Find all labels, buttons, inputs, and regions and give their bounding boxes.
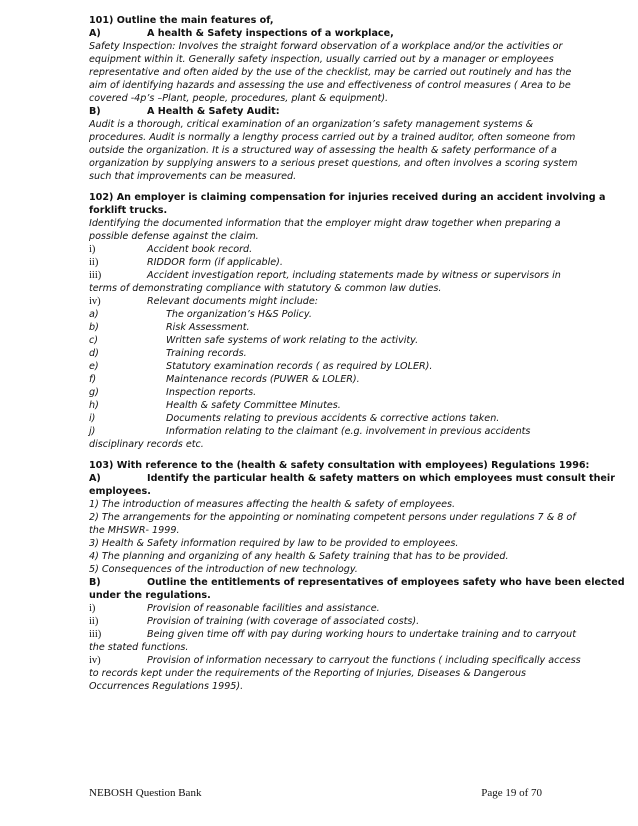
sub-list-item (89, 321, 602, 334)
sub-list-item (89, 425, 602, 438)
list-item-cont: Occurrences Regulations 1995). (89, 681, 244, 692)
list-item (89, 615, 602, 628)
item-label: iii) (89, 629, 102, 640)
answer-line: covered -4p’s –Plant, people, procedures, plant & equipment). (89, 93, 389, 104)
item-text: Relevant documents might include: (147, 296, 319, 307)
question-102-heading: 102) An employer is claiming compensation for injuries received during an accident involving a (89, 192, 606, 203)
sub-item-label: i) (89, 413, 96, 424)
item-text: Accident investigation report, including statements made by witness or supervisors in (147, 270, 561, 281)
sub-list-item (89, 360, 602, 373)
part-title: A Health & Safety Audit: (147, 106, 280, 117)
answer-line: Audit is a thorough, critical examination of an organization’s safety management systems & (89, 119, 534, 130)
sub-list-item (89, 308, 602, 321)
answer-line: 1) The introduction of measures affecting the health & safety of employees. (89, 499, 456, 510)
item-text: Provision of training (with coverage of associated costs). (147, 616, 420, 627)
sub-item-label: b) (89, 322, 99, 333)
answer-line: representative and often aided by the use of the checklist, may be carried out routinely and has the (89, 67, 572, 78)
list-item-cont: terms of demonstrating compliance with statutory & common law duties. (89, 283, 442, 294)
answer-line: equipment within it. Generally safety inspection, usually carried out by a manager or employees (89, 54, 554, 65)
answer-line: 3) Health & Safety information required by law to be provided to employees. (89, 538, 459, 549)
item-text: RIDDOR form (if applicable). (147, 257, 283, 268)
part-label: B) (89, 577, 101, 588)
answer-line: 5) Consequences of the introduction of new technology. (89, 564, 358, 575)
sub-list-item (89, 412, 602, 425)
question-103-part-a-title (89, 472, 615, 485)
item-text: Being given time off with pay during working hours to undertake training and to carryout (147, 629, 576, 640)
answer-line: 2) The arrangements for the appointing or nominating competent persons under regulations 7 & 8 of (89, 512, 576, 523)
answer-line: Safety Inspection: Involves the straight forward observation of a workplace and/or the activities or (89, 41, 563, 52)
part-title-cont: employees. (89, 486, 151, 497)
item-label: ii) (89, 257, 99, 268)
list-item-cont: to records kept under the requirements of the Reporting of Injuries, Diseases & Dangerous (89, 668, 527, 679)
question-101-heading: 101) Outline the main features of, (89, 15, 274, 26)
item-label: iii) (89, 270, 102, 281)
list-item (89, 654, 602, 667)
item-label: iv) (89, 296, 101, 307)
question-103-part-b-title (89, 576, 625, 589)
question-101-part-a-title (89, 27, 602, 40)
list-item (89, 628, 602, 641)
sub-item-label: j) (89, 426, 96, 437)
footer-page-number: Page 19 of 70 (481, 787, 542, 799)
part-title-cont: under the regulations. (89, 590, 211, 601)
item-text: Accident book record. (147, 244, 253, 255)
sub-item-label: a) (89, 309, 99, 320)
question-101-part-b-title (89, 105, 602, 118)
sub-item-text: Information relating to the claimant (e.g. involvement in previous accidents (166, 426, 531, 437)
sub-item-text: Health & safety Committee Minutes. (166, 400, 341, 411)
footer-document-title: NEBOSH Question Bank (89, 787, 202, 799)
list-item (89, 269, 602, 282)
answer-line: 4) The planning and organizing of any health & Safety training that has to be provided. (89, 551, 509, 562)
item-label: i) (89, 603, 96, 614)
sub-item-label: g) (89, 387, 99, 398)
part-label: A) (89, 28, 101, 39)
sub-item-label: f) (89, 374, 97, 385)
list-item (89, 602, 602, 615)
sub-item-text: The organization’s H&S Policy. (166, 309, 312, 320)
sub-list-item-cont: disciplinary records etc. (89, 439, 204, 450)
sub-item-text: Training records. (166, 348, 247, 359)
part-label: B) (89, 106, 101, 117)
item-label: ii) (89, 616, 99, 627)
list-item (89, 295, 602, 308)
part-label: A) (89, 473, 101, 484)
part-title: Identify the particular health & safety matters on which employees must consult their (147, 473, 615, 484)
answer-line: aim of identifying hazards and assessing the use and effectiveness of control measures ( Area to be (89, 80, 571, 91)
sub-item-text: Documents relating to previous accidents & corrective actions taken. (166, 413, 500, 424)
answer-line: such that improvements can be measured. (89, 171, 297, 182)
sub-item-text: Statutory examination records ( as required by LOLER). (166, 361, 433, 372)
sub-item-text: Written safe systems of work relating to the activity. (166, 335, 419, 346)
sub-item-text: Inspection reports. (166, 387, 257, 398)
sub-item-label: h) (89, 400, 99, 411)
question-103-heading: 103) With reference to the (health & safety consultation with employees) Regulations 1996: (89, 460, 590, 471)
sub-item-label: d) (89, 348, 99, 359)
question-102-heading-cont: forklift trucks. (89, 205, 168, 216)
sub-list-item (89, 334, 602, 347)
sub-list-item (89, 386, 602, 399)
item-text: Provision of reasonable facilities and assistance. (147, 603, 380, 614)
sub-item-label: e) (89, 361, 99, 372)
answer-line: procedures. Audit is normally a lengthy process carried out by a trained auditor, often someone from (89, 132, 576, 143)
document-page (89, 14, 625, 693)
answer-line: outside the organization. It is a structured way of assessing the health & safety performance of a (89, 145, 557, 156)
sub-list-item (89, 399, 602, 412)
part-title: Outline the entitlements of representatives of employees safety who have been elected (147, 577, 625, 588)
sub-list-item (89, 347, 602, 360)
list-item-cont: the stated functions. (89, 642, 189, 653)
answer-line: possible defense against the claim. (89, 231, 259, 242)
list-item (89, 256, 602, 269)
sub-item-text: Risk Assessment. (166, 322, 250, 333)
sub-item-text: Maintenance records (PUWER & LOLER). (166, 374, 360, 385)
part-title: A health & Safety inspections of a workplace, (147, 28, 394, 39)
sub-list-item (89, 373, 602, 386)
item-label: iv) (89, 655, 101, 666)
list-item (89, 243, 602, 256)
answer-line: the MHSWR- 1999. (89, 525, 180, 536)
answer-line: organization by supplying answers to a serious preset questions, and often involves a scoring system (89, 158, 578, 169)
answer-line: Identifying the documented information that the employer might draw together when preparing a (89, 218, 561, 229)
item-text: Provision of information necessary to carryout the functions ( including specifically access (147, 655, 581, 666)
item-label: i) (89, 244, 96, 255)
sub-item-label: c) (89, 335, 99, 346)
